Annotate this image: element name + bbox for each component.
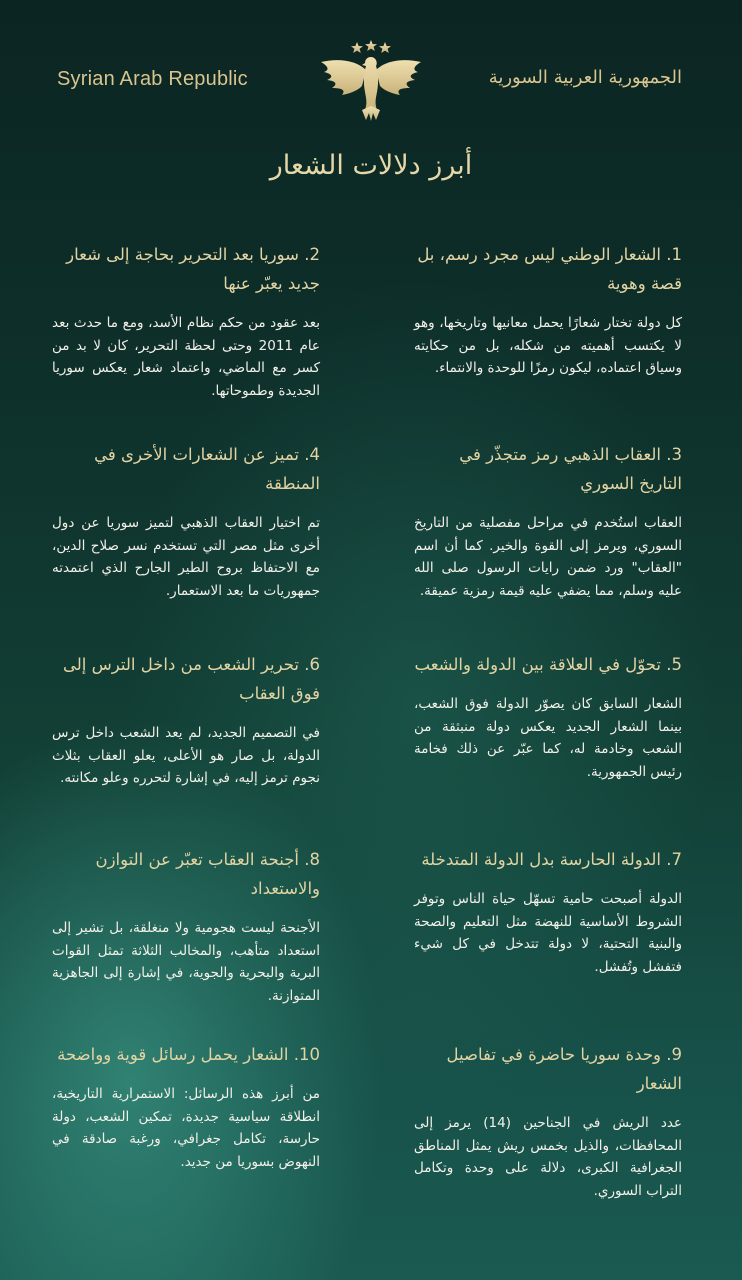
item-title: 4. تميز عن الشعارات الأخرى في المنطقة — [94, 445, 320, 493]
item-title: 5. تحوّل في العلاقة بين الدولة والشعب — [414, 655, 682, 674]
item-body: من أبرز هذه الرسائل: الاستمرارية التاريخية، انطلاقة سياسية جديدة، تمكين الشعب، دولة حارسة، تكامل جغرافي، ورغبة صادقة في النهوض بسوريا من جديد. — [52, 1086, 320, 1170]
item-body: الأجنحة ليست هجومية ولا منغلقة، بل تشير إلى استعداد متأهب، والمخالب الثلاثة تمثل القوات البرية والبحرية والجوية، في إشارة إلى الجاهزية المتوازنة. — [52, 920, 320, 1004]
country-name-arabic: الجمهورية العربية السورية — [488, 67, 682, 88]
item-body: في التصميم الجديد، لم يعد الشعب داخل ترس الدولة، بل صار هو الأعلى، يعلو العقاب بثلاث نجوم ترمز إليه، في إشارة لتحرره وعلو مكانته. — [52, 725, 320, 786]
item-title: 6. تحرير الشعب من داخل الترس إلى فوق العقاب — [63, 655, 320, 703]
item-body: كل دولة تختار شعارًا يحمل معانيها وتاريخها، وهو لا يكتسب أهميته من شكله، بل من حكايته وسياق اعتماده، ليكون رمزًا للوحدة والانتماء. — [414, 315, 682, 376]
list-item — [52, 440, 320, 602]
list-item — [52, 650, 320, 790]
item-body: تم اختيار العقاب الذهبي لتميز سوريا عن دول أخرى مثل مصر التي تستخدم نسر صلاح الدين، مع الاحتفاظ بروح الطير الجارح الذي اعتمدته جمهوريات ما بعد الاستعمار. — [52, 515, 320, 599]
list-item — [414, 1040, 682, 1202]
item-title: 10. الشعار يحمل رسائل قوية وواضحة — [57, 1045, 320, 1064]
item-title: 2. سوريا بعد التحرير بحاجة إلى شعار جديد يعبّر عنها — [66, 245, 320, 293]
item-title: 7. الدولة الحارسة بدل الدولة المتدخلة — [421, 850, 682, 869]
list-item — [52, 845, 320, 1007]
list-item — [414, 240, 682, 380]
list-item — [414, 440, 682, 602]
page-title: أبرز دلالات الشعار — [269, 150, 473, 181]
list-item — [52, 240, 320, 402]
item-body: الدولة أصبحت حامية تسهّل حياة الناس وتوفر الشروط الأساسية للنهضة مثل التعليم والصحة والبنية التحتية، لا دولة تتدخل في كل شيء فتفشل وتُفشل. — [414, 891, 682, 975]
item-title: 8. أجنحة العقاب تعبّر عن التوازن والاستعداد — [95, 850, 320, 898]
item-title: 1. الشعار الوطني ليس مجرد رسم، بل قصة وهوية — [417, 245, 682, 293]
item-body: الشعار السابق كان يصوّر الدولة فوق الشعب، بينما الشعار الجديد يعكس دولة منبثقة من الشعب وخادمة له، كما عبّر عن ذلك فخامة رئيس الجمهورية. — [414, 696, 682, 780]
item-title: 3. العقاب الذهبي رمز متجذّر في التاريخ السوري — [459, 445, 682, 493]
list-item — [52, 1040, 320, 1173]
list-item — [414, 650, 682, 783]
item-body: بعد عقود من حكم نظام الأسد، ومع ما حدث بعد عام 2011 وحتى لحظة التحرير، كان لا بد من كسر مع الماضي، واعتماد شعار يعكس سوريا الجديدة وطموحاتها. — [52, 315, 320, 399]
item-body: العقاب استُخدم في مراحل مفصلية من التاريخ السوري، ويرمز إلى القوة والخير. كما أن اسم "العقاب" ورد ضمن رايات الرسول صلى الله عليه وسلم، مما يضفي عليه قيمة رمزية عميقة. — [414, 515, 682, 599]
list-item — [414, 845, 682, 978]
country-name-english: Syrian Arab Republic — [57, 68, 248, 90]
item-title: 9. وحدة سوريا حاضرة في تفاصيل الشعار — [446, 1045, 682, 1093]
item-body: عدد الريش في الجناحين (14) يرمز إلى المحافظات، والذيل بخمس ريش يمثل المناطق الجغرافية الكبرى، دلالة على وحدة وتكامل التراب السوري. — [414, 1115, 682, 1199]
